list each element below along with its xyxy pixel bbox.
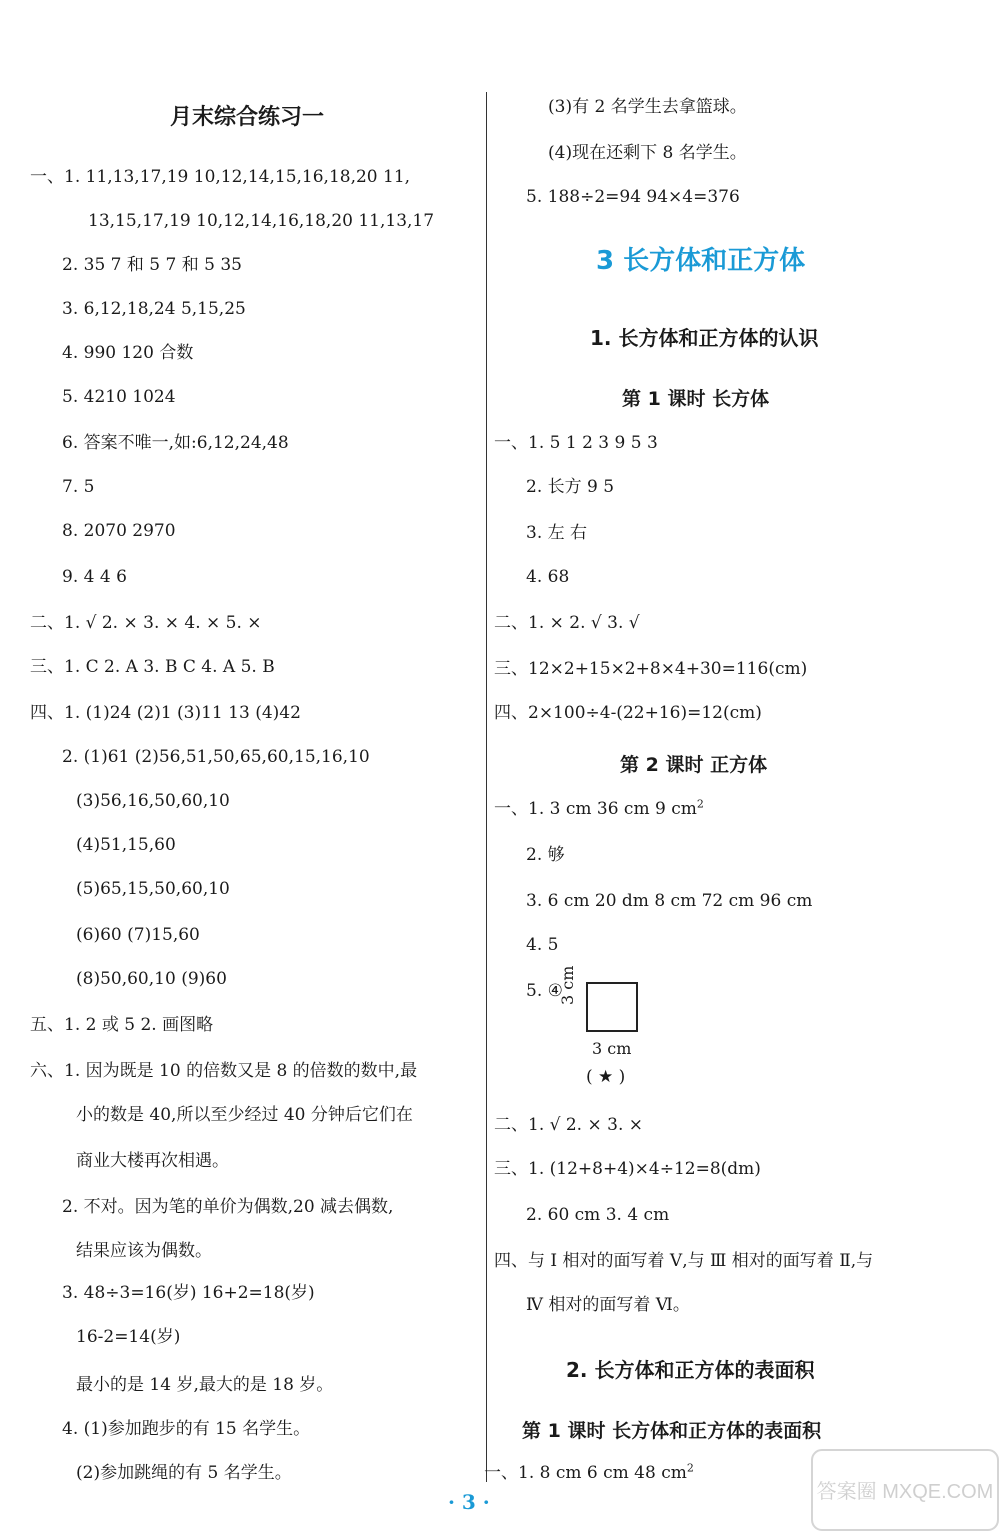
left-answer-line: 4. 990 120 合数: [62, 343, 194, 363]
square-figure: [586, 982, 638, 1032]
watermark-logo: [810, 1448, 1000, 1532]
lesson2-first-line-text: 一、1. 3 cm 36 cm 9 cm: [494, 799, 697, 819]
lesson2-answer-line: 5. ④: [526, 981, 563, 1001]
lesson1-answer-line: 4. 68: [526, 567, 570, 587]
column-divider: [486, 92, 487, 1482]
lesson2-tail-answer-line: 二、1. √ 2. × 3. ×: [494, 1115, 643, 1135]
lesson1-answer-line: 四、2×100÷4-(22+16)=12(cm): [494, 703, 762, 723]
left-answer-line: 7. 5: [62, 477, 95, 497]
practice-title: 月末综合练习一: [170, 105, 325, 130]
lesson2-superscript: 2: [696, 797, 704, 811]
lesson1-answer-line: 三、12×2+15×2+8×4+30=116(cm): [494, 659, 808, 679]
lesson2-answer-line: 2. 够: [526, 845, 565, 865]
lesson2-tail-answer-line: 2. 60 cm 3. 4 cm: [526, 1205, 670, 1225]
lesson1-answer-line: 一、1. 5 1 2 3 9 5 3: [494, 433, 658, 453]
left-answer-line: 16-2=14(岁): [76, 1327, 181, 1347]
svg-text:答案圈 MXQE.COM: 答案圈 MXQE.COM: [816, 1481, 994, 1503]
lesson-title-3: 第 1 课时 长方体和正方体的表面积: [522, 1420, 822, 1442]
left-answer-line: 3. 6,12,18,24 5,15,25: [62, 299, 246, 319]
left-answer-line: 六、1. 因为既是 10 的倍数又是 8 的倍数的数中,最: [30, 1061, 418, 1081]
left-answer-line: 8. 2070 2970: [62, 521, 176, 541]
lesson-title-2: 第 2 课时 正方体: [620, 754, 768, 776]
lesson1-answer-line: 二、1. × 2. √ 3. √: [494, 613, 640, 633]
left-answer-line: 四、1. (1)24 (2)1 (3)11 13 (4)42: [30, 703, 301, 723]
lesson1-answer-line: 3. 左 右: [526, 523, 588, 543]
left-answer-line: 4. (1)参加跑步的有 15 名学生。: [62, 1419, 311, 1439]
lesson3-first-line: [484, 1462, 694, 1484]
left-answer-line: (6)60 (7)15,60: [76, 925, 200, 945]
section-title-1: 1. 长方体和正方体的认识: [590, 326, 819, 350]
square-side-label: 3 cm: [558, 965, 577, 1005]
left-answer-line: 3. 48÷3=16(岁) 16+2=18(岁): [62, 1283, 315, 1303]
lesson-title-1: 第 1 课时 长方体: [622, 388, 770, 410]
left-answer-line: 三、1. C 2. A 3. B C 4. A 5. B: [30, 657, 275, 677]
left-answer-line: 小的数是 40,所以至少经过 40 分钟后它们在: [76, 1105, 413, 1125]
square-bottom-label: 3 cm: [592, 1039, 632, 1058]
lesson2-tail-answer-line: Ⅳ 相对的面写着 Ⅵ。: [526, 1295, 690, 1315]
left-answer-line: (5)65,15,50,60,10: [76, 879, 230, 899]
right-top-line: (4)现在还剩下 8 名学生。: [548, 143, 747, 163]
chapter-title: 3 长方体和正方体: [596, 246, 806, 276]
left-answer-line: 商业大楼再次相遇。: [76, 1151, 229, 1171]
lesson2-answer-line: 3. 6 cm 20 dm 8 cm 72 cm 96 cm: [526, 891, 813, 911]
left-answer-line: 2. (1)61 (2)56,51,50,65,60,15,16,10: [62, 747, 370, 767]
left-answer-line: 最小的是 14 岁,最大的是 18 岁。: [76, 1375, 334, 1395]
left-answer-line: 二、1. √ 2. × 3. × 4. × 5. ×: [30, 613, 262, 633]
lesson1-answer-line: 2. 长方 9 5: [526, 477, 615, 497]
left-answer-line: 结果应该为偶数。: [76, 1241, 212, 1261]
lesson3-first-line-text: 一、1. 8 cm 6 cm 48 cm: [484, 1463, 687, 1483]
left-answer-line: (8)50,60,10 (9)60: [76, 969, 227, 989]
left-answer-line: (3)56,16,50,60,10: [76, 791, 230, 811]
left-answer-line: 5. 4210 1024: [62, 387, 176, 407]
left-answer-line: 一、1. 11,13,17,19 10,12,14,15,16,18,20 11,: [30, 167, 411, 187]
left-answer-line: (4)51,15,60: [76, 835, 176, 855]
section-title-2: 2. 长方体和正方体的表面积: [566, 1358, 815, 1382]
left-answer-line: 13,15,17,19 10,12,14,16,18,20 11,13,17: [88, 211, 435, 231]
lesson2-tail-answer-line: 三、1. (12+8+4)×4÷12=8(dm): [494, 1159, 761, 1179]
lesson2-first-line: [494, 798, 704, 820]
left-answer-line: 2. 不对。因为笔的单价为偶数,20 减去偶数,: [62, 1197, 394, 1217]
lesson3-superscript: 2: [686, 1461, 694, 1475]
left-answer-line: 2. 35 7 和 5 7 和 5 35: [62, 255, 242, 275]
lesson2-answer-line: 4. 5: [526, 935, 559, 955]
figure-caption: ( ★ ): [586, 1067, 626, 1087]
page-number: · 3 ·: [448, 1490, 490, 1514]
left-answer-line: 五、1. 2 或 5 2. 画图略: [30, 1015, 214, 1035]
left-answer-line: 6. 答案不唯一,如:6,12,24,48: [62, 433, 289, 453]
right-top-line: 5. 188÷2=94 94×4=376: [526, 187, 740, 207]
lesson2-tail-answer-line: 四、与 Ⅰ 相对的面写着 Ⅴ,与 Ⅲ 相对的面写着 Ⅱ,与: [494, 1251, 874, 1271]
left-answer-line: 9. 4 4 6: [62, 567, 127, 587]
right-top-line: (3)有 2 名学生去拿篮球。: [548, 97, 747, 117]
left-answer-line: (2)参加跳绳的有 5 名学生。: [76, 1463, 292, 1483]
